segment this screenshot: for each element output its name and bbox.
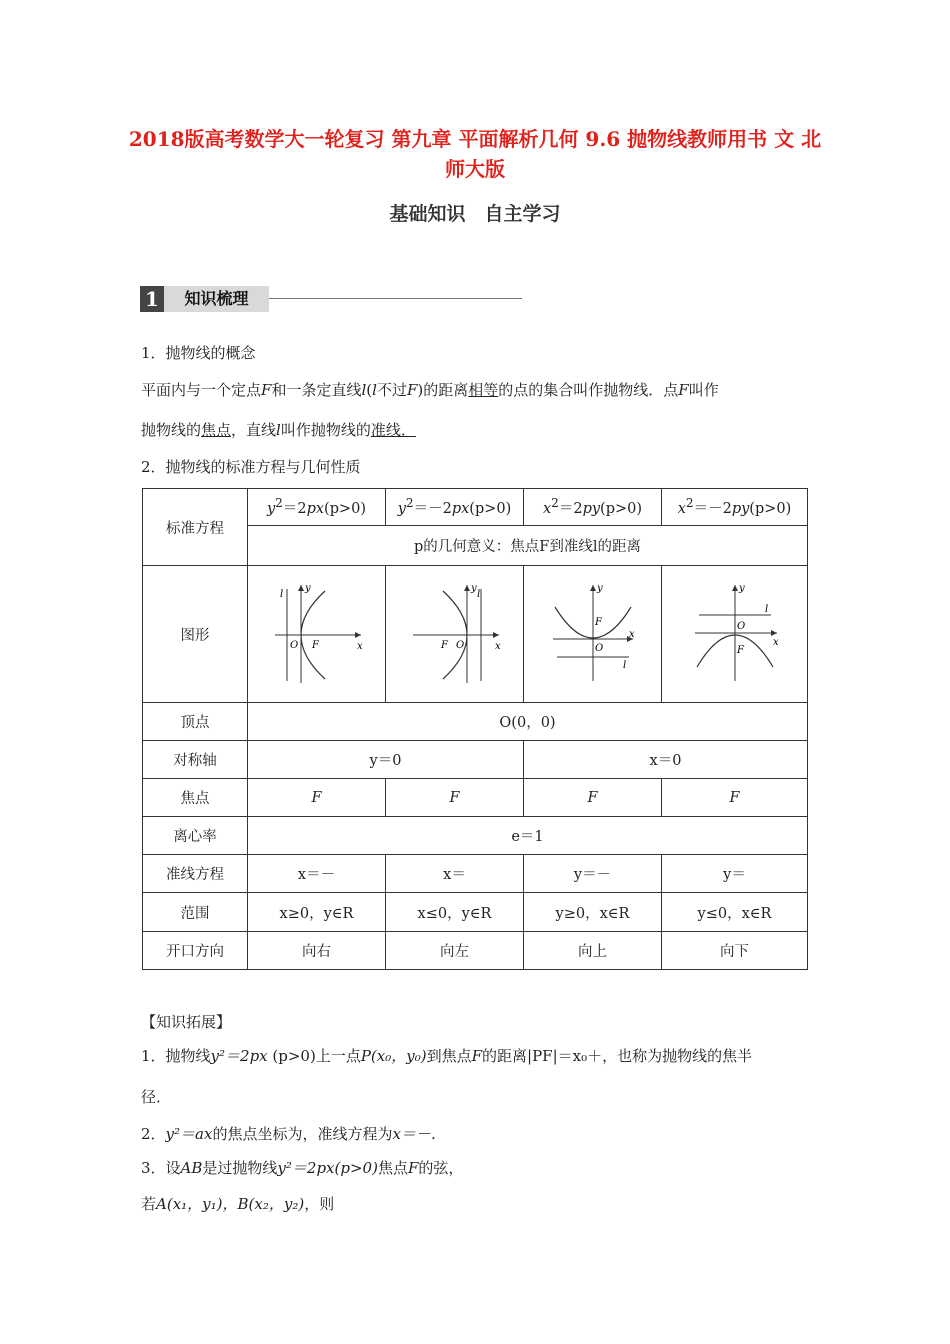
x-axis-label: x [772, 637, 779, 648]
table-row [143, 566, 808, 703]
focus-term: 焦点 [201, 421, 232, 439]
x-axis-label: x [494, 641, 501, 652]
origin-label: O [455, 640, 464, 651]
directrix-cell: x＝－ [248, 855, 386, 893]
equation-cell: $x^2=-2py(p>0)$ [662, 489, 808, 526]
y-axis-label: y [470, 583, 477, 594]
extension-heading: 【知识拓展】 [141, 1013, 232, 1031]
row-head-opening: 开口方向 [143, 932, 248, 970]
directrix-cell: y＝ [662, 855, 808, 893]
focus-cell: F [248, 779, 386, 817]
figure-cell-left [386, 566, 524, 703]
focus-label: F [736, 645, 744, 656]
y-axis-label: y [304, 583, 311, 594]
x-axis-label: x [628, 629, 635, 640]
item1-heading: 1．抛物线的概念 [141, 344, 256, 362]
origin-label: O [736, 621, 745, 632]
section-label: 知识梳理 [164, 286, 269, 312]
range-cell: x≥0，y∈R [248, 893, 386, 932]
directrix-cell: y＝－ [524, 855, 662, 893]
table-row [143, 932, 808, 970]
row-head-range: 范围 [143, 893, 248, 932]
section-header [140, 286, 522, 312]
table-row [143, 893, 808, 932]
axis-cell: y＝0 [248, 741, 524, 779]
directrix-label: l [279, 589, 283, 600]
extension-item3-cont: 若A(x₁，y₁)，B(x₂，y₂)，则 [141, 1195, 335, 1213]
section-subtitle: 基础知识 自主学习 [389, 203, 561, 225]
extension-item1-cont: 径． [141, 1088, 172, 1106]
row-head-vertex: 顶点 [143, 703, 248, 741]
section-rule [269, 298, 522, 299]
row-head-eccentricity: 离心率 [143, 817, 248, 855]
page-title: 2018版高考数学大一轮复习 第九章 平面解析几何 9.6 抛物线教师用书 文 北师大版 [128, 127, 822, 181]
parabola-left-figure [405, 577, 505, 687]
extension-item3: 3．设AB是过抛物线y²＝2px(p>0)焦点F的弦， [141, 1159, 464, 1177]
opening-cell: 向下 [662, 932, 808, 970]
row-head-directrix: 准线方程 [143, 855, 248, 893]
opening-cell: 向上 [524, 932, 662, 970]
extension-item2: 2．y²＝ax的焦点坐标为，准线方程为x＝－． [141, 1125, 446, 1143]
properties-table [142, 488, 808, 970]
range-cell: x≤0，y∈R [386, 893, 524, 932]
opening-cell: 向右 [248, 932, 386, 970]
directrix-label: l [764, 604, 768, 615]
vertex-cell: O(0，0) [248, 703, 808, 741]
extension-item1: 1．抛物线y²＝2px (p>0)上一点P(x₀，y₀)到焦点F的距离|PF|＝x₀＋，也称为抛物线的焦半 [141, 1047, 753, 1065]
axis-cell: x＝0 [524, 741, 808, 779]
parabola-right-figure [267, 577, 367, 687]
origin-label: O [594, 643, 603, 654]
origin-label: O [289, 640, 298, 651]
table-row [143, 741, 808, 779]
directrix-label: l [476, 589, 480, 600]
equal-term: 相等 [468, 381, 499, 399]
x-axis-label: x [356, 641, 363, 652]
section-number: 1 [140, 286, 164, 312]
table-row [143, 703, 808, 741]
figure-cell-right [248, 566, 386, 703]
focus-label: F [594, 617, 602, 628]
equation-cell: $y^2=-2px(p>0)$ [386, 489, 524, 526]
parabola-down-figure [685, 577, 785, 687]
focus-label: F [440, 640, 448, 651]
eccentricity-cell: e＝1 [248, 817, 808, 855]
directrix-label: l [622, 660, 626, 671]
equation-cell: $y^2=2px(p>0)$ [248, 489, 386, 526]
focus-label: F [311, 640, 319, 651]
directrix-term: 准线． [370, 421, 416, 439]
parabola-up-figure [543, 577, 643, 687]
opening-cell: 向左 [386, 932, 524, 970]
focus-cell: F [662, 779, 808, 817]
y-axis-label: y [738, 583, 745, 594]
p-meaning-cell: p的几何意义：焦点F到准线l的距离 [248, 526, 808, 566]
range-cell: y≥0，x∈R [524, 893, 662, 932]
table-row [143, 817, 808, 855]
focus-cell: F [524, 779, 662, 817]
figure-cell-down [662, 566, 808, 703]
directrix-cell: x＝ [386, 855, 524, 893]
row-head-figure: 图形 [143, 566, 248, 703]
y-axis-label: y [596, 583, 603, 594]
item2-heading: 2．抛物线的标准方程与几何性质 [141, 458, 361, 476]
item1-line2: 抛物线的焦点，直线l叫作抛物线的准线． [141, 421, 416, 439]
row-head-axis: 对称轴 [143, 741, 248, 779]
figure-cell-up [524, 566, 662, 703]
item1-line1: 平面内与一个定点F和一条定直线l(l不过F)的距离相等的点的集合叫作抛物线．点F叫作 [141, 381, 719, 399]
focus-cell: F [386, 779, 524, 817]
table-row [143, 489, 808, 526]
table-row [143, 855, 808, 893]
range-cell: y≤0，x∈R [662, 893, 808, 932]
row-head-standard: 标准方程 [143, 489, 248, 566]
row-head-focus: 焦点 [143, 779, 248, 817]
table-row [143, 779, 808, 817]
equation-cell: $x^2=2py(p>0)$ [524, 489, 662, 526]
